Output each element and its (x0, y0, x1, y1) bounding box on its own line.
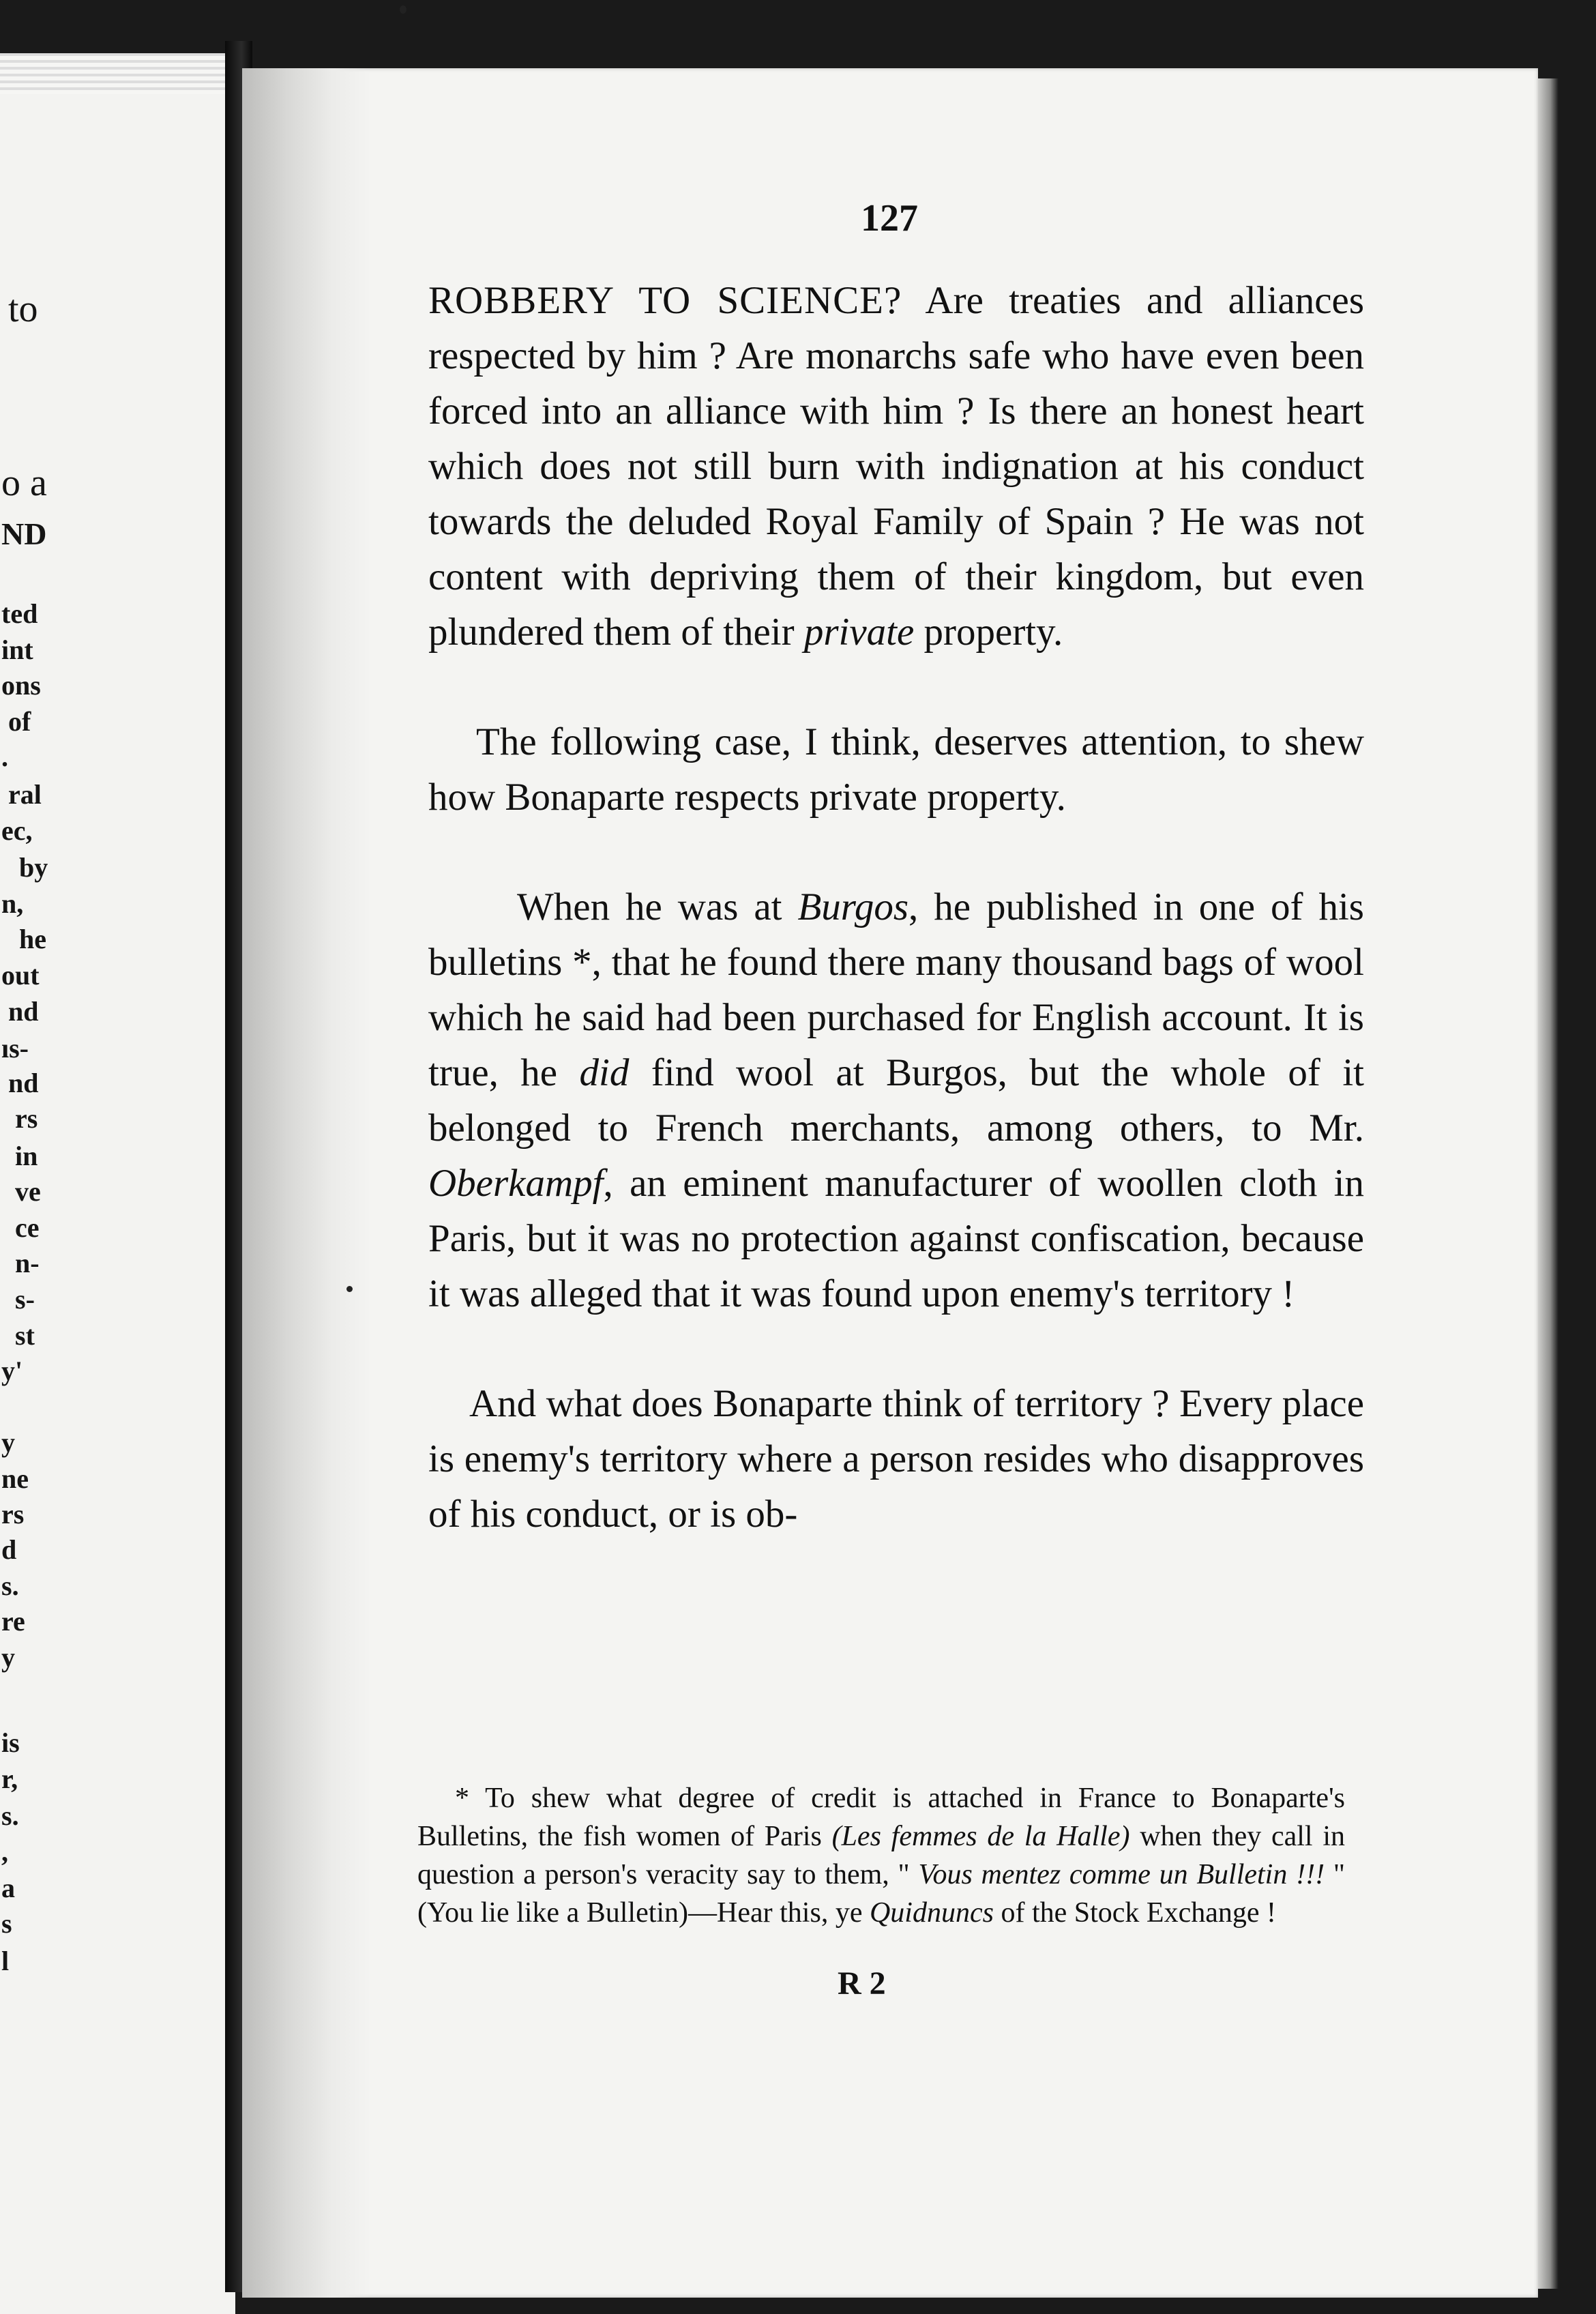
page-number: 127 (861, 197, 918, 239)
page-right-edge (1538, 78, 1558, 2289)
left-page-fragment: ce (15, 1212, 40, 1243)
left-page-fragment: s (1, 1908, 12, 1939)
lead-caps: ROBBERY TO SCIENCE? (428, 279, 902, 322)
left-page-fragment: nd (8, 1068, 39, 1098)
left-page-fragment: ec, (1, 815, 33, 846)
ink-speck (400, 5, 407, 14)
paragraph-1: ROBBERY TO SCIENCE? Are treaties and alliances respected by him ? Are monarchs safe who have even been forced into an alliance with him ? Is there an honest heart which does not still burn with indignation at his conduct towards the deluded Royal Family of Spain ? He was not content with depriving them of their kingdom, but even plundered them of their private property. (428, 279, 1364, 654)
left-page-fragment: a (1, 1873, 15, 1903)
left-page-fragment: n- (15, 1248, 40, 1278)
left-page-fragment: s- (15, 1284, 35, 1315)
paragraph-4: And what does Bonaparte think of territory ? Every place is enemy's territory where a person resides who disapproves of his conduct, or is ob- (428, 1382, 1364, 1536)
paragraph-2: The following case, I think, deserves attention, to shew how Bonaparte respects private property. (428, 720, 1364, 819)
left-page-fragment: ve (15, 1176, 41, 1207)
left-page-fragment: s. (1, 1800, 19, 1831)
left-page-fragment: y (1, 1427, 15, 1458)
left-page-fragment: he (19, 924, 46, 954)
left-page-fragment: re (1, 1606, 25, 1637)
left-page-fragment: nd (8, 996, 39, 1027)
left-page-fragment: ND (1, 516, 47, 551)
paragraph-3: When he was at Burgos, he published in one of his bulletins *, that he found there many thousand bags of wool which he said had been purchased for English account. It is true, he did find wool at Burgos, but the whole of it belonged to French merchants, among others, to Mr. Oberkampf, an eminent manufacturer of woollen cloth in Paris, but it was no protection against confiscation, because it was alleged that it was found upon enemy's territory ! (428, 885, 1364, 1315)
left-page-fragment: ted (1, 598, 38, 629)
left-page-fragment: l (1, 1946, 10, 1976)
left-page-fragment: st (15, 1320, 35, 1351)
left-page-fragment: out (1, 960, 40, 991)
left-page-fragment: to (8, 288, 38, 330)
left-page-fragment: n, (1, 888, 24, 919)
signature-mark: R 2 (838, 1965, 886, 2002)
left-page-fragment: s. (1, 1570, 19, 1601)
left-page-fragment: by (19, 852, 48, 883)
left-page-fragment: . (1, 742, 8, 772)
left-page-fragment: d (1, 1534, 17, 1565)
left-page-fragment: is (1, 1727, 20, 1758)
main-text (428, 273, 1364, 1542)
ink-speck (346, 1286, 353, 1292)
gutter-shadow (242, 68, 372, 2298)
left-page-fragment: y (1, 1642, 15, 1673)
left-page-fragment: ıs- (1, 1033, 29, 1064)
left-page-fragment: y' (1, 1356, 23, 1386)
page-edge-lines (0, 53, 235, 94)
left-page-fragment: int (1, 634, 33, 665)
left-page-fragment: r, (1, 1763, 18, 1794)
left-page-fragment: rs (15, 1103, 38, 1134)
left-page-fragment: o a (1, 462, 47, 504)
left-page-fragment: of (8, 706, 31, 737)
left-page-fragment: ral (8, 779, 42, 810)
left-page-fragment: in (15, 1141, 38, 1171)
left-page-fragment: ons (1, 670, 41, 701)
footnote: * To shew what degree of credit is attached in France to Bonaparte's Bulletins, the fish women of Paris (Les femmes de la Halle) when they call in question a person's veracity say to them, " Vous mentez comme un Bulletin !!! " (You lie like a Bulletin)—Hear this, ye Quidnuncs of the Stock Exchange ! (417, 1783, 1345, 1929)
left-page-fragment: rs (1, 1499, 25, 1529)
left-page-fragment: ne (1, 1463, 29, 1494)
left-page-fragment: , (1, 1836, 8, 1867)
